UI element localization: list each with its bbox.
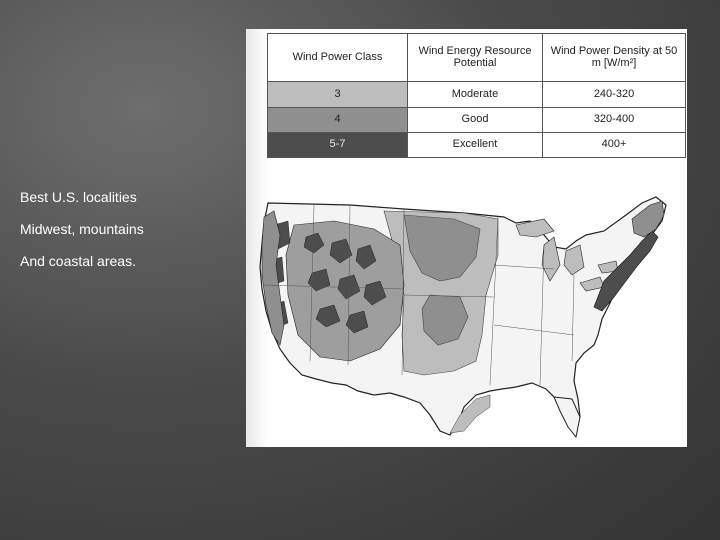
bullet-item: Best U.S. localities [20, 189, 137, 205]
wind-class-legend-table [267, 33, 686, 158]
us-wind-map [254, 185, 686, 447]
bullet-item: Midwest, mountains [20, 221, 144, 237]
density-cell: 320-400 [543, 107, 686, 132]
class-cell: 4 [268, 107, 408, 132]
header-wind-power-class: Wind Power Class [268, 34, 408, 82]
potential-cell: Good [408, 107, 543, 132]
bullet-list [20, 190, 240, 286]
us-wind-map-graphic [254, 185, 686, 447]
potential-cell: Moderate [408, 82, 543, 107]
bullet-item: And coastal areas. [20, 253, 136, 269]
class-cell: 5-7 [268, 132, 408, 157]
header-power-density: Wind Power Density at 50 m [W/m²] [543, 34, 686, 82]
header-resource-potential: Wind Energy Resource Potential [408, 34, 543, 82]
class-cell: 3 [268, 82, 408, 107]
potential-cell: Excellent [408, 132, 543, 157]
density-cell: 400+ [543, 132, 686, 157]
density-cell: 240-320 [543, 82, 686, 107]
